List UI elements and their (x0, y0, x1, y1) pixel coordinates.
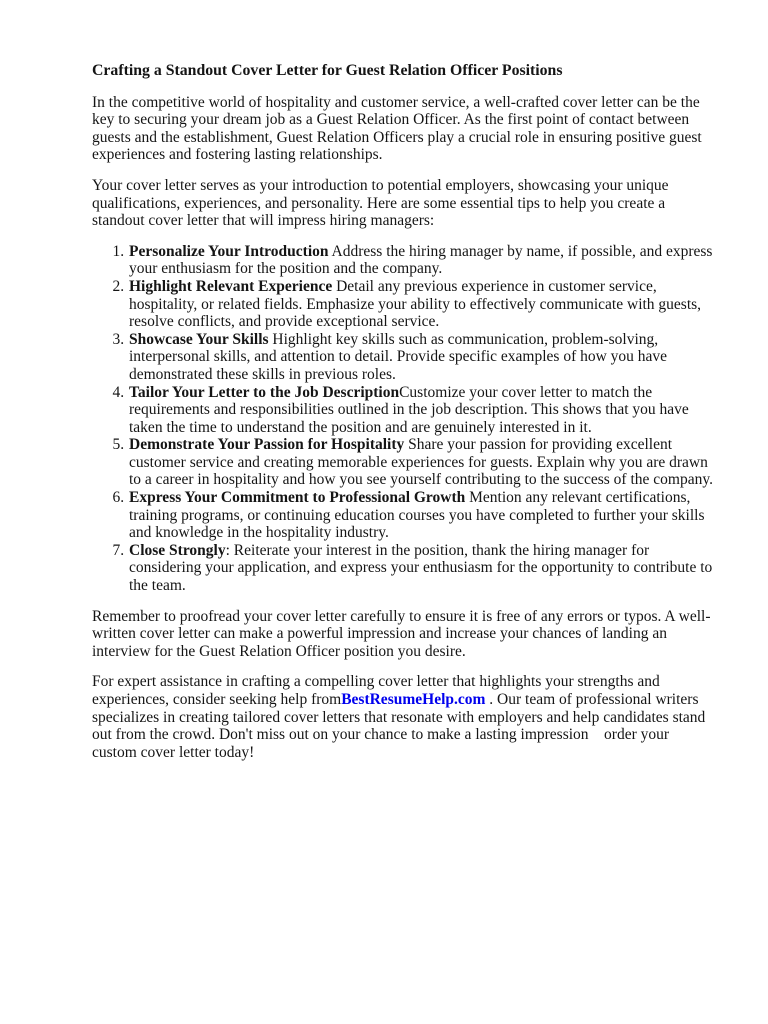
tip-item-1 (128, 243, 717, 278)
tip-text-2: Detail any previous experience in customer service, hospitality, or related fields. Emphasize your ability to effectively communicate with guests, resolve conflicts, and provide exceptional service. (129, 277, 702, 331)
tip-text-7: : Reiterate your interest in the position, thank the hiring manager for considering your application, and express your enthusiasm for the opportunity to contribute to the team. (129, 541, 713, 595)
closing-after-link: . Our team of professional writers specializes in creating tailored cover letters that resonate with employers and help candidates stand out from the crowd. Don't miss out on your chance to make a lasting impression order your custom cover letter today! (92, 691, 706, 761)
tip-item-3 (128, 331, 717, 384)
document-body (92, 62, 717, 761)
tip-label-4: Tailor Your Letter to the Job Description (129, 383, 400, 401)
tip-item-6 (128, 489, 717, 542)
tip-label-3: Showcase Your Skills (129, 330, 269, 348)
best-resume-help-link[interactable]: BestResumeHelp.com (341, 691, 486, 708)
tip-text-3: Highlight key skills such as communication, problem-solving, interpersonal skills, and attention to detail. Provide specific examples of how you have demonstrated these skills in previous roles. (129, 330, 668, 383)
tip-label-5: Demonstrate Your Passion for Hospitality (129, 436, 405, 454)
intro-paragraph-1: In the competitive world of hospitality and customer service, a well-crafted cover letter can be the key to securing your dream job as a Guest Relation Officer. As the first point of contact between guests and the establishment, Guest Relation Officers play a crucial role in ensuring positive guest experiences and fostering lasting relationships. (92, 93, 702, 164)
tip-label-2: Highlight Relevant Experience (129, 277, 333, 295)
closing-paragraph (92, 673, 717, 761)
tip-item-7 (128, 542, 717, 595)
tip-text-5: Share your passion for providing excellent customer service and creating memorable experiences for guests. Explain why you are drawn to a career in hospitality and how you see yourself contributing to the success of the company. (129, 436, 713, 489)
tip-item-5 (128, 436, 717, 489)
tip-label-7: Close Strongly (129, 541, 226, 559)
tip-text-6: Mention any relevant certifications, training programs, or continuing education courses you have completed to further your skills and knowledge in the hospitality industry. (129, 489, 705, 542)
tips-list (92, 243, 717, 595)
proofread-paragraph: Remember to proofread your cover letter carefully to ensure it is free of any errors or typos. A well-written cover letter can make a powerful impression and increase your chances of landing an interview for the Guest Relation Officer position you desire. (92, 607, 711, 660)
closing-before-link: For expert assistance in crafting a compelling cover letter that highlights your strengths and experiences, consider seeking help from (92, 673, 660, 708)
tip-text-1: Address the hiring manager by name, if possible, and express your enthusiasm for the position and the company. (129, 242, 713, 278)
tip-label-6: Express Your Commitment to Professional Growth (129, 489, 466, 507)
tip-item-2 (128, 278, 717, 331)
tip-text-4: Customize your cover letter to match the requirements and responsibilities outlined in the job description. This shows that you have taken the time to understand the position and are genuinely interested in it. (129, 383, 689, 436)
tip-label-1: Personalize Your Introduction (129, 242, 329, 260)
page-title: Crafting a Standout Cover Letter for Guest Relation Officer Positions (92, 62, 563, 79)
tip-item-4 (128, 384, 717, 437)
intro-paragraph-2: Your cover letter serves as your introduction to potential employers, showcasing your unique qualifications, experiences, and personality. Here are some essential tips to help you create a standout cover letter that will impress hiring managers: (92, 176, 669, 230)
